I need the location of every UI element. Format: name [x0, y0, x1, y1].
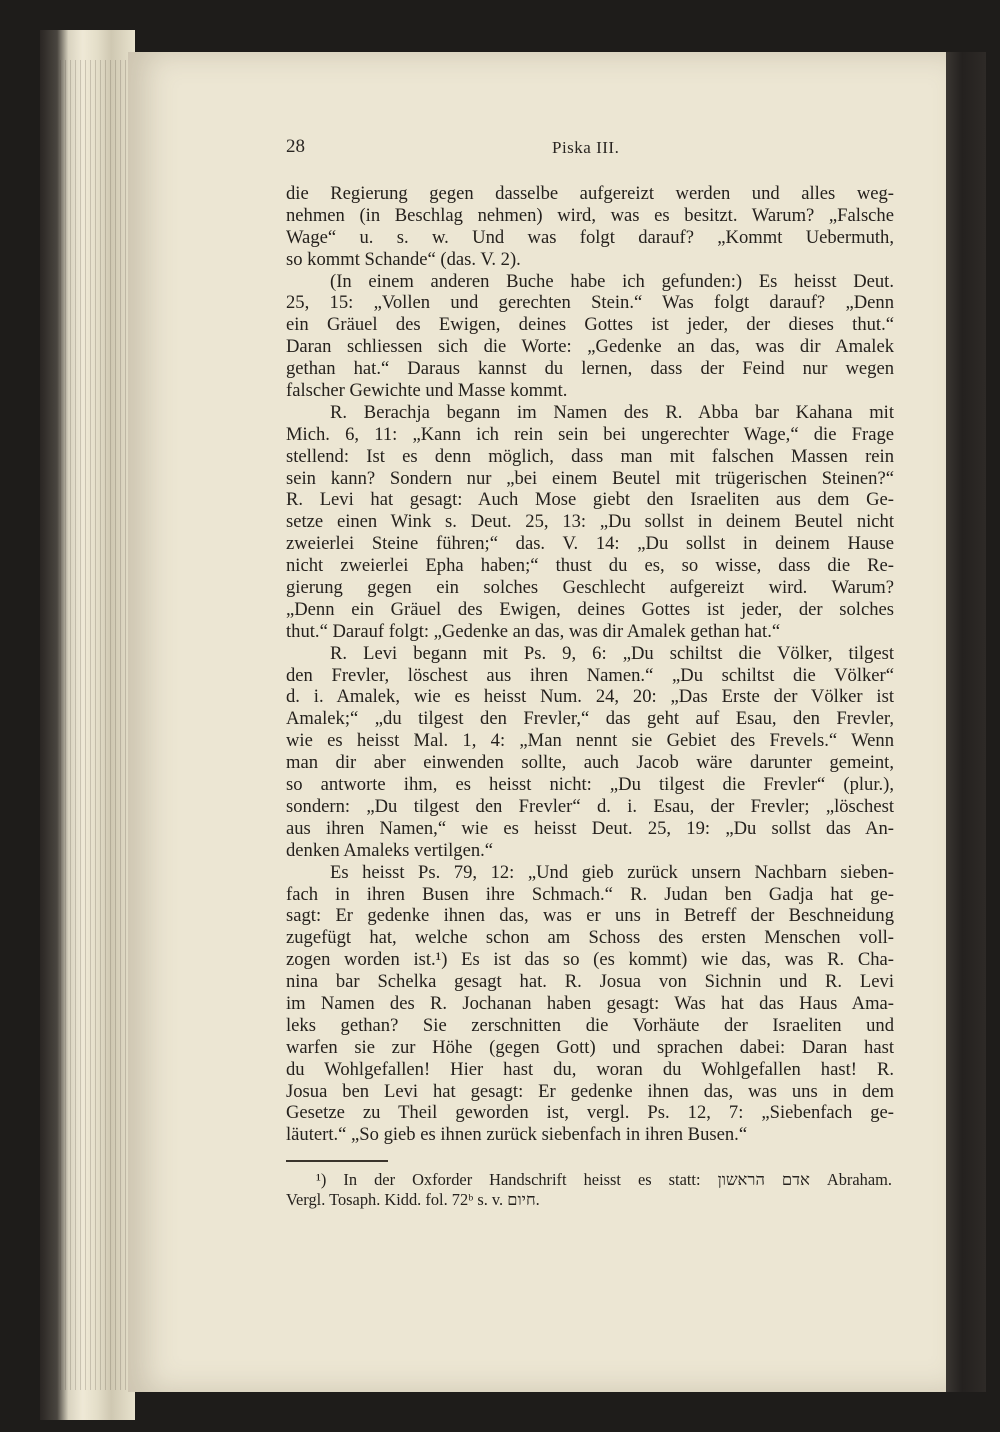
text-line: Josua ben Levi hat gesagt: Er gedenke ihnen das, was uns in dem: [286, 1080, 894, 1102]
text-line: R. Levi hat gesagt: Auch Mose giebt den Israeliten aus dem Ge-: [286, 489, 894, 511]
text-line: fach in ihren Busen ihre Schmach.“ R. Judan ben Gadja hat ge-: [286, 883, 894, 905]
text-line: Wage“ u. s. w. Und was folgt darauf? „Kommt Uebermuth,: [286, 226, 894, 248]
text-line: Amalek;“ „du tilgest den Frevler,“ das geht auf Esau, den Frevler,: [286, 708, 894, 730]
text-line: 25, 15: „Vollen und gerechten Stein.“ Was folgt darauf? „Denn: [286, 292, 894, 314]
text-line: so kommt Schande“ (das. V. 2).: [286, 248, 521, 270]
text-line: sagt: Er gedenke ihnen das, was er uns in Betreff der Beschneidung: [286, 905, 894, 927]
text-line: nina bar Schelka gesagt hat. R. Josua von Sichnin und R. Levi: [286, 971, 894, 993]
footnote-line: Vergl. Tosaph. Kidd. fol. 72ᵇ s. v. חיום.: [286, 1190, 540, 1209]
text-line: Mich. 6, 11: „Kann ich rein sein bei ungerechter Wage,“ die Frage: [286, 423, 894, 445]
text-line: du Wohlgefallen! Hier hast du, woran du Wohlgefallen hast! R.: [286, 1058, 894, 1080]
text-line: warfen sie zur Höhe (gegen Gott) und sprachen dabei: Daran hast: [286, 1036, 894, 1058]
text-line: im Namen des R. Jochanan haben gesagt: Was hat das Haus Ama-: [286, 992, 894, 1014]
page-number: 28: [286, 136, 305, 157]
book-cover-edge: [946, 52, 986, 1392]
text-line: nehmen (in Beschlag nehmen) wird, was es besitzt. Warum? „Falsche: [286, 204, 894, 226]
text-line: sondern: „Du tilgest den Frevler“ d. i. Esau, der Frevler; „löschest: [286, 795, 894, 817]
text-line: R. Berachja begann im Namen des R. Abba bar Kahana mit: [330, 401, 894, 423]
text-line: d. i. Amalek, wie es heisst Num. 24, 20: „Das Erste der Völker ist: [286, 686, 894, 708]
text-line: falscher Gewichte und Masse kommt.: [286, 380, 568, 402]
text-line: stellend: Ist es denn möglich, dass man mit falschen Massen rein: [286, 445, 894, 467]
text-line: Gesetze zu Theil geworden ist, vergl. Ps. 12, 7: „Siebenfach ge-: [286, 1102, 894, 1124]
text-line: „Denn ein Gräuel des Ewigen, deines Gottes ist jeder, der solches: [286, 598, 894, 620]
footnote-rule: [286, 1160, 388, 1162]
text-line: setze einen Wink s. Deut. 25, 13: „Du sollst in deinem Beutel nicht: [286, 511, 894, 533]
text-line: denken Amaleks vertilgen.“: [286, 839, 494, 861]
text-line: so antworte ihm, es heisst nicht: „Du tilgest die Frevler“ (plur.),: [286, 774, 894, 796]
text-line: zugefügt hat, welche schon am Schoss des ersten Menschen voll-: [286, 927, 894, 949]
footnote: [286, 1170, 892, 1210]
body-text: [286, 183, 894, 1146]
page-header: [286, 136, 896, 166]
text-line: wie es heisst Mal. 1, 4: „Man nennt sie Gebiet des Frevels.“ Wenn: [286, 730, 894, 752]
text-line: den Frevler, löschest aus ihren Namen.“ „Du schiltst die Völker“: [286, 664, 894, 686]
text-line: zweierlei Steine führen;“ das. V. 14: „Du sollst in deinem Hause: [286, 533, 894, 555]
text-line: ein Gräuel des Ewigen, deines Gottes ist jeder, der dieses thut.“: [286, 314, 894, 336]
text-line: man dir aber einwenden sollte, auch Jacob wäre darunter gemeint,: [286, 752, 894, 774]
text-line: nicht zweierlei Epha haben;“ thust du es, so wisse, dass die Re-: [286, 555, 894, 577]
text-line: die Regierung gegen dasselbe aufgereizt werden und alles weg-: [286, 183, 894, 204]
text-line: zogen worden ist.¹) Es ist das so (es kommt) wie das, was R. Cha-: [286, 949, 894, 971]
text-line: sein kann? Sondern nur „bei einem Beutel mit trügerischen Steinen?“: [286, 467, 894, 489]
text-line: läutert.“ „So gieb es ihnen zurück siebenfach in ihren Busen.“: [286, 1124, 748, 1146]
text-line: R. Levi begann mit Ps. 9, 6: „Du schiltst die Völker, tilgest: [330, 642, 894, 664]
text-line: thut.“ Darauf folgt: „Gedenke an das, was dir Amalek gethan hat.“: [286, 620, 781, 642]
text-line: gierung gegen ein solches Geschlecht aufgereizt wird. Warum?: [286, 577, 894, 599]
text-line: Es heisst Ps. 79, 12: „Und gieb zurück unsern Nachbarn sieben-: [330, 861, 894, 883]
text-line: aus ihren Namen,“ wie es heisst Deut. 25, 19: „Du sollst das An-: [286, 817, 894, 839]
running-title: Piska III.: [552, 138, 620, 157]
text-line: Daran schliessen sich die Worte: „Gedenke an das, was dir Amalek: [286, 336, 894, 358]
text-line: (In einem anderen Buche habe ich gefunden:) Es heisst Deut.: [330, 270, 894, 292]
text-line: leks gethan? Sie zerschnitten die Vorhäute der Israeliten und: [286, 1014, 894, 1036]
page-edges: [60, 60, 130, 1390]
text-line: gethan hat.“ Daraus kannst du lernen, dass der Feind nur wegen: [286, 358, 894, 380]
footnote-line: ¹) In der Oxforder Handschrift heisst es statt: אדם הראשון Abraham.: [316, 1170, 892, 1189]
